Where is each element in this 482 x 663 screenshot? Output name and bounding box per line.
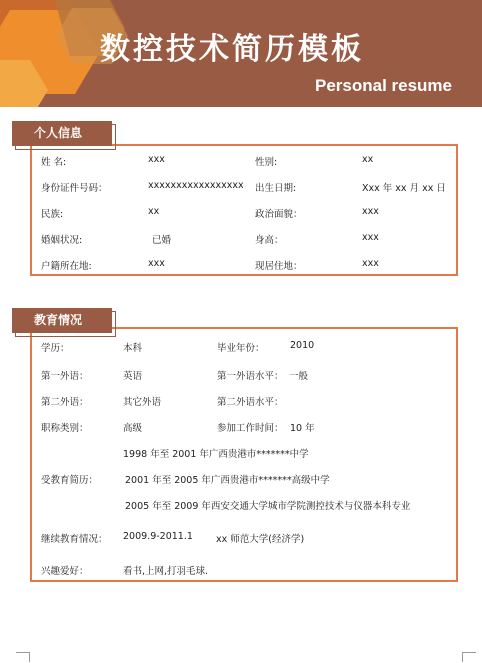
- degree-label: 学历：: [41, 343, 70, 354]
- professional-title-label: 职称类别：: [41, 423, 89, 434]
- first-language-level-value: 一般: [289, 371, 309, 382]
- hometown-label: 户籍所在地:: [41, 261, 92, 272]
- second-language-level-label: 第二外语水平：: [217, 397, 284, 408]
- education-history-item: 2001 年至 2005 年广西贵港市*******高级中学: [125, 475, 330, 486]
- second-language-value: 其它外语: [123, 397, 162, 408]
- ethnicity-label: 民族:: [41, 209, 64, 220]
- height-value: xxx: [362, 232, 379, 243]
- continuing-education-label: 继续教育情况：: [41, 534, 108, 545]
- continuing-education-period: 2009.9-2011.1: [123, 531, 193, 542]
- first-language-level-label: 第一外语水平：: [217, 371, 284, 382]
- graduation-year-label: 毕业年份：: [217, 343, 265, 354]
- name-label: 姓 名:: [41, 157, 67, 168]
- resume-title: 数控技术简历模板: [100, 32, 364, 67]
- first-language-label: 第一外语：: [41, 371, 89, 382]
- second-language-label: 第二外语：: [41, 397, 89, 408]
- personal-info-heading: [12, 121, 112, 146]
- residence-label: 现居住地：: [255, 261, 303, 272]
- education-history-item: 1998 年至 2001 年广西贵港市*******中学: [123, 449, 309, 460]
- graduation-year-value: 2010: [290, 340, 315, 351]
- birthdate-value: Xxx 年 xx 月 xx 日: [362, 183, 446, 194]
- header-banner: [0, 0, 482, 107]
- name-value: xxx: [148, 154, 165, 165]
- work-start-label: 参加工作时间：: [217, 423, 284, 434]
- work-start-value: 10 年: [290, 423, 315, 434]
- page-corner-mark: [16, 652, 30, 662]
- ethnicity-value: xx: [148, 206, 160, 217]
- hobbies-label: 兴趣爱好：: [41, 566, 89, 577]
- residence-value: xxx: [362, 258, 379, 269]
- political-status-label: 政治面貌：: [255, 209, 303, 220]
- personal-info-box: [30, 144, 458, 276]
- degree-value: 本科: [123, 343, 143, 354]
- page-corner-mark: [462, 652, 476, 662]
- marital-status-label: 婚姻状况:: [41, 235, 83, 246]
- hobbies-value: 看书,上网,打羽毛球.: [123, 566, 209, 577]
- education-history-item: 2005 年至 2009 年西安交通大学城市学院测控技术与仪器本科专业: [125, 501, 411, 512]
- birthdate-label: 出生日期:: [255, 183, 297, 194]
- id-number-label: 身份证件号码：: [41, 183, 108, 194]
- continuing-education-school: xx 师范大学(经济学): [216, 534, 305, 545]
- education-heading-label: 教育情况: [34, 313, 83, 327]
- professional-title-value: 高级: [123, 423, 143, 434]
- first-language-value: 英语: [123, 371, 143, 382]
- personal-info-heading-label: 个人信息: [34, 126, 83, 140]
- id-number-value: xxxxxxxxxxxxxxxxx: [148, 180, 244, 191]
- hometown-value: xxx: [148, 258, 165, 269]
- gender-label: 性别:: [255, 157, 278, 168]
- resume-subtitle: Personal resume: [314, 76, 452, 95]
- education-history-label: 受教育简历：: [41, 475, 99, 486]
- political-status-value: xxx: [362, 206, 379, 217]
- marital-status-value: 已婚: [152, 235, 172, 246]
- education-heading: [12, 308, 112, 333]
- gender-value: xx: [362, 154, 374, 165]
- height-label: 身高：: [255, 235, 284, 246]
